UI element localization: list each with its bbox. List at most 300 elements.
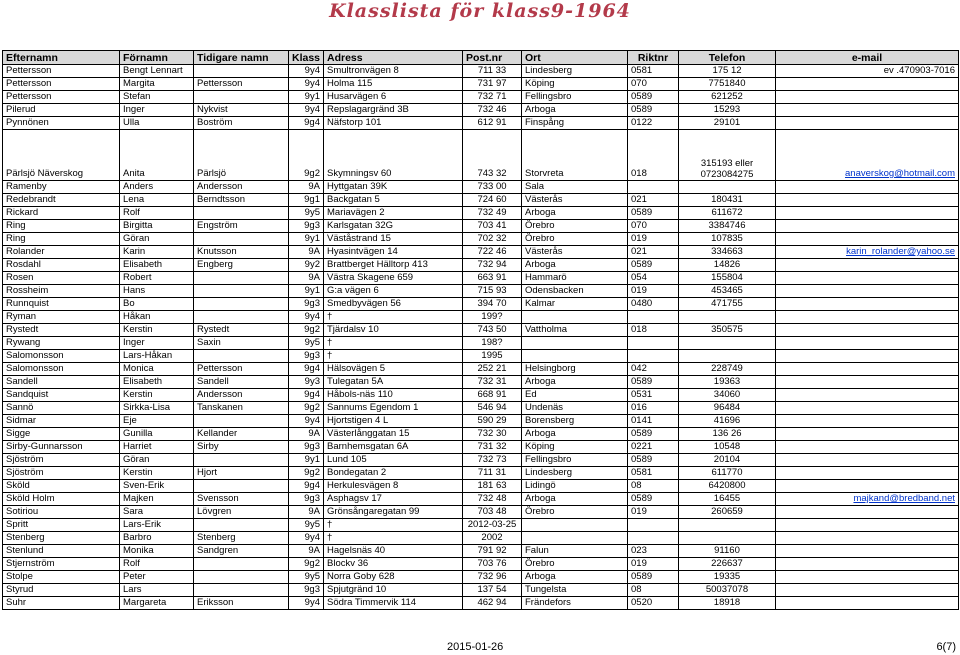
cell-email xyxy=(776,181,959,194)
cell-phone: 10548 xyxy=(679,441,776,454)
cell-city xyxy=(522,532,628,545)
cell-surname: Ring xyxy=(3,220,120,233)
cell-class: 9y1 xyxy=(289,454,324,467)
cell-phone xyxy=(679,337,776,350)
cell-postcode: 743 32 xyxy=(463,130,522,181)
cell-email[interactable]: majkand@bredband.net xyxy=(776,493,959,506)
cell-surname: Sidmar xyxy=(3,415,120,428)
table-row xyxy=(3,246,959,259)
cell-postcode: 663 91 xyxy=(463,272,522,285)
cell-postcode: 590 29 xyxy=(463,415,522,428)
cell-previous-name xyxy=(194,272,289,285)
cell-email xyxy=(776,506,959,519)
cell-previous-name: Engström xyxy=(194,220,289,233)
cell-city: Kalmar xyxy=(522,298,628,311)
cell-address: Smultronvägen 8 xyxy=(324,65,463,78)
cell-email xyxy=(776,272,959,285)
cell-address: † xyxy=(324,311,463,324)
cell-area-code: 0589 xyxy=(628,428,679,441)
cell-surname: Sirby-Gunnarsson xyxy=(3,441,120,454)
cell-firstname: Lars-Erik xyxy=(120,519,194,532)
cell-surname: Stenberg xyxy=(3,532,120,545)
cell-postcode: 199? xyxy=(463,311,522,324)
cell-phone: 34060 xyxy=(679,389,776,402)
cell-email xyxy=(776,545,959,558)
cell-postcode: 732 94 xyxy=(463,259,522,272)
cell-firstname: Margareta xyxy=(120,597,194,610)
cell-city xyxy=(522,311,628,324)
cell-class: 9g3 xyxy=(289,350,324,363)
cell-surname: Rosdahl xyxy=(3,259,120,272)
cell-surname: Rossheim xyxy=(3,285,120,298)
cell-postcode: 702 32 xyxy=(463,233,522,246)
cell-address: Backgatan 5 xyxy=(324,194,463,207)
cell-firstname: Hans xyxy=(120,285,194,298)
cell-postcode: 252 21 xyxy=(463,363,522,376)
cell-city: Fellingsbro xyxy=(522,91,628,104)
cell-area-code: 0581 xyxy=(628,467,679,480)
cell-email xyxy=(776,376,959,389)
cell-phone xyxy=(679,311,776,324)
cell-firstname: Anita xyxy=(120,130,194,181)
table-row xyxy=(3,207,959,220)
cell-email xyxy=(776,454,959,467)
cell-postcode: 181 63 xyxy=(463,480,522,493)
cell-address: Asphagsv 17 xyxy=(324,493,463,506)
cell-email xyxy=(776,441,959,454)
cell-surname: Rywang xyxy=(3,337,120,350)
cell-previous-name: Kellander xyxy=(194,428,289,441)
cell-area-code: 0589 xyxy=(628,104,679,117)
table-row xyxy=(3,545,959,558)
cell-firstname: Karin xyxy=(120,246,194,259)
table-row xyxy=(3,519,959,532)
cell-city: Storvreta xyxy=(522,130,628,181)
cell-email xyxy=(776,415,959,428)
cell-firstname: Kerstin xyxy=(120,324,194,337)
cell-phone: 18918 xyxy=(679,597,776,610)
cell-city: Lidingö xyxy=(522,480,628,493)
cell-address: Näfstorp 101 xyxy=(324,117,463,130)
cell-city: Odensbacken xyxy=(522,285,628,298)
header-row xyxy=(3,51,959,65)
cell-class: 9y5 xyxy=(289,571,324,584)
cell-firstname: Lars-Håkan xyxy=(120,350,194,363)
table-row xyxy=(3,389,959,402)
cell-firstname: Inger xyxy=(120,337,194,350)
cell-phone: 228749 xyxy=(679,363,776,376)
cell-address: Västra Skagene 659 xyxy=(324,272,463,285)
cell-class: 9y4 xyxy=(289,65,324,78)
cell-email xyxy=(776,233,959,246)
cell-phone: 611672 xyxy=(679,207,776,220)
table-row xyxy=(3,91,959,104)
cell-area-code: 0589 xyxy=(628,91,679,104)
cell-postcode: 732 48 xyxy=(463,493,522,506)
cell-firstname: Monica xyxy=(120,363,194,376)
cell-phone: 453465 xyxy=(679,285,776,298)
cell-email xyxy=(776,584,959,597)
cell-postcode: 732 71 xyxy=(463,91,522,104)
cell-class: 9g3 xyxy=(289,298,324,311)
cell-city: Örebro xyxy=(522,233,628,246)
table-row xyxy=(3,480,959,493)
cell-class: 9y1 xyxy=(289,285,324,298)
cell-previous-name xyxy=(194,454,289,467)
cell-address: Hagelsnäs 40 xyxy=(324,545,463,558)
cell-postcode: 703 48 xyxy=(463,506,522,519)
cell-postcode: 732 49 xyxy=(463,207,522,220)
cell-previous-name: Pärlsjö xyxy=(194,130,289,181)
cell-phone: 19335 xyxy=(679,571,776,584)
cell-address: Brattberget Hälltorp 413 xyxy=(324,259,463,272)
table-row xyxy=(3,181,959,194)
cell-area-code: 0589 xyxy=(628,493,679,506)
cell-area-code: 019 xyxy=(628,285,679,298)
cell-previous-name: Engberg xyxy=(194,259,289,272)
cell-class: 9g4 xyxy=(289,389,324,402)
cell-previous-name xyxy=(194,480,289,493)
cell-firstname: Anders xyxy=(120,181,194,194)
cell-surname: Ramenby xyxy=(3,181,120,194)
cell-previous-name xyxy=(194,519,289,532)
cell-previous-name: Eriksson xyxy=(194,597,289,610)
cell-phone: 29101 xyxy=(679,117,776,130)
cell-firstname: Lars xyxy=(120,584,194,597)
cell-surname: Ryman xyxy=(3,311,120,324)
cell-city: Finspång xyxy=(522,117,628,130)
table-row xyxy=(3,104,959,117)
cell-class: 9A xyxy=(289,246,324,259)
cell-phone: 91160 xyxy=(679,545,776,558)
cell-email xyxy=(776,571,959,584)
cell-area-code: 0581 xyxy=(628,65,679,78)
cell-surname: Salomonsson xyxy=(3,350,120,363)
cell-area-code: 019 xyxy=(628,233,679,246)
cell-phone: 7751840 xyxy=(679,78,776,91)
cell-surname: Pettersson xyxy=(3,65,120,78)
cell-postcode: 2012-03-25 xyxy=(463,519,522,532)
cell-address: Tulegatan 5A xyxy=(324,376,463,389)
cell-email xyxy=(776,532,959,545)
cell-city: Arboga xyxy=(522,104,628,117)
cell-area-code: 0589 xyxy=(628,571,679,584)
cell-class: 9y4 xyxy=(289,415,324,428)
cell-area-code: 0520 xyxy=(628,597,679,610)
cell-email[interactable]: karin_rolander@yahoo.se xyxy=(776,246,959,259)
cell-address: Holma 115 xyxy=(324,78,463,91)
cell-email: ev .470903-7016 xyxy=(776,65,959,78)
cell-address: Håbols-näs 110 xyxy=(324,389,463,402)
cell-address: Lund 105 xyxy=(324,454,463,467)
cell-surname: Stjernström xyxy=(3,558,120,571)
cell-previous-name xyxy=(194,571,289,584)
table-row xyxy=(3,584,959,597)
cell-class: 9y1 xyxy=(289,91,324,104)
cell-city: Frändefors xyxy=(522,597,628,610)
cell-class: 9g2 xyxy=(289,558,324,571)
cell-address: † xyxy=(324,350,463,363)
table-row xyxy=(3,571,959,584)
cell-postcode: 198? xyxy=(463,337,522,350)
table-row xyxy=(3,233,959,246)
cell-address: Hjortstigen 4 L xyxy=(324,415,463,428)
cell-class: 9A xyxy=(289,272,324,285)
cell-email xyxy=(776,519,959,532)
cell-surname: Sandquist xyxy=(3,389,120,402)
cell-phone: 471755 xyxy=(679,298,776,311)
cell-city xyxy=(522,337,628,350)
cell-city: Arboga xyxy=(522,571,628,584)
table-row xyxy=(3,272,959,285)
cell-phone: 50037078 xyxy=(679,584,776,597)
cell-class: 9g4 xyxy=(289,363,324,376)
table-row xyxy=(3,337,959,350)
cell-class: 9g4 xyxy=(289,117,324,130)
cell-class: 9A xyxy=(289,181,324,194)
table-row xyxy=(3,415,959,428)
cell-address: Husarvägen 6 xyxy=(324,91,463,104)
cell-area-code: 023 xyxy=(628,545,679,558)
cell-phone: 315193 eller 0723084275 xyxy=(679,130,776,181)
cell-address: Tjärdalsv 10 xyxy=(324,324,463,337)
cell-class: 9y5 xyxy=(289,519,324,532)
col-header-firstname: Förnamn xyxy=(120,51,194,65)
cell-email xyxy=(776,104,959,117)
cell-city: Falun xyxy=(522,545,628,558)
table-row xyxy=(3,467,959,480)
table-row xyxy=(3,130,959,181)
cell-class: 9g4 xyxy=(289,480,324,493)
cell-class: 9g3 xyxy=(289,441,324,454)
cell-previous-name: Sandell xyxy=(194,376,289,389)
cell-previous-name: Tanskanen xyxy=(194,402,289,415)
cell-surname: Sigge xyxy=(3,428,120,441)
cell-postcode: 791 92 xyxy=(463,545,522,558)
cell-area-code: 0480 xyxy=(628,298,679,311)
cell-city: Lindesberg xyxy=(522,65,628,78)
table-row xyxy=(3,324,959,337)
cell-previous-name xyxy=(194,311,289,324)
col-header-email: e-mail xyxy=(776,51,959,65)
cell-firstname: Göran xyxy=(120,454,194,467)
cell-phone: 19363 xyxy=(679,376,776,389)
table-row xyxy=(3,493,959,506)
table-row xyxy=(3,532,959,545)
cell-city: Arboga xyxy=(522,207,628,220)
cell-firstname: Robert xyxy=(120,272,194,285)
cell-city: Arboga xyxy=(522,259,628,272)
cell-surname: Sandell xyxy=(3,376,120,389)
cell-firstname: Margita xyxy=(120,78,194,91)
cell-area-code xyxy=(628,311,679,324)
cell-class: 9A xyxy=(289,428,324,441)
cell-phone: 260659 xyxy=(679,506,776,519)
cell-area-code: 070 xyxy=(628,220,679,233)
cell-firstname: Stefan xyxy=(120,91,194,104)
table-row xyxy=(3,194,959,207)
cell-surname: Pynnönen xyxy=(3,117,120,130)
cell-surname: Suhr xyxy=(3,597,120,610)
cell-firstname: Håkan xyxy=(120,311,194,324)
cell-address: Hälsovägen 5 xyxy=(324,363,463,376)
cell-phone: 20104 xyxy=(679,454,776,467)
col-header-postcode: Post.nr xyxy=(463,51,522,65)
cell-postcode: 732 31 xyxy=(463,376,522,389)
cell-phone: 350575 xyxy=(679,324,776,337)
cell-firstname: Sirkka-Lisa xyxy=(120,402,194,415)
table-row xyxy=(3,558,959,571)
cell-city: Sala xyxy=(522,181,628,194)
cell-city: Lindesberg xyxy=(522,467,628,480)
cell-firstname: Kerstin xyxy=(120,389,194,402)
cell-firstname: Göran xyxy=(120,233,194,246)
cell-surname: Pettersson xyxy=(3,91,120,104)
cell-email xyxy=(776,324,959,337)
cell-email xyxy=(776,78,959,91)
cell-previous-name: Sirby xyxy=(194,441,289,454)
cell-area-code xyxy=(628,350,679,363)
cell-area-code xyxy=(628,181,679,194)
table-row xyxy=(3,376,959,389)
cell-email xyxy=(776,220,959,233)
cell-address: Repslagargränd 3B xyxy=(324,104,463,117)
cell-area-code xyxy=(628,519,679,532)
cell-phone: 621252 xyxy=(679,91,776,104)
cell-class: 9A xyxy=(289,506,324,519)
cell-city: Arboga xyxy=(522,493,628,506)
table-row xyxy=(3,402,959,415)
cell-phone: 15293 xyxy=(679,104,776,117)
cell-postcode: 703 41 xyxy=(463,220,522,233)
table-row xyxy=(3,65,959,78)
cell-postcode: 711 33 xyxy=(463,65,522,78)
cell-postcode: 668 91 xyxy=(463,389,522,402)
cell-firstname: Kerstin xyxy=(120,467,194,480)
col-header-city: Ort xyxy=(522,51,628,65)
cell-surname: Rolander xyxy=(3,246,120,259)
cell-phone: 334663 xyxy=(679,246,776,259)
cell-city: Hammarö xyxy=(522,272,628,285)
cell-class: 9y4 xyxy=(289,597,324,610)
cell-email xyxy=(776,298,959,311)
table-row xyxy=(3,285,959,298)
cell-class: 9g2 xyxy=(289,130,324,181)
cell-previous-name: Sandgren xyxy=(194,545,289,558)
cell-city: Tungelsta xyxy=(522,584,628,597)
cell-city: Örebro xyxy=(522,558,628,571)
col-header-previous-name: Tidigare namn xyxy=(194,51,289,65)
cell-area-code: 08 xyxy=(628,584,679,597)
cell-city: Västerås xyxy=(522,194,628,207)
cell-surname: Rickard xyxy=(3,207,120,220)
cell-surname: Runnquist xyxy=(3,298,120,311)
cell-surname: Pilerud xyxy=(3,104,120,117)
cell-area-code: 0589 xyxy=(628,259,679,272)
cell-address: † xyxy=(324,532,463,545)
cell-previous-name: Andersson xyxy=(194,181,289,194)
cell-firstname: Bo xyxy=(120,298,194,311)
cell-firstname: Bengt Lennart xyxy=(120,65,194,78)
cell-class: 9y4 xyxy=(289,78,324,91)
table-row xyxy=(3,506,959,519)
cell-email xyxy=(776,480,959,493)
cell-city: Borensberg xyxy=(522,415,628,428)
footer-date: 2015-01-26 xyxy=(447,641,504,653)
cell-city: Fellingsbro xyxy=(522,454,628,467)
cell-firstname: Gunilla xyxy=(120,428,194,441)
cell-email xyxy=(776,363,959,376)
cell-firstname: Barbro xyxy=(120,532,194,545)
cell-address: Grönsångaregatan 99 xyxy=(324,506,463,519)
cell-class: 9y1 xyxy=(289,233,324,246)
cell-previous-name xyxy=(194,584,289,597)
cell-email xyxy=(776,337,959,350)
cell-class: 9g3 xyxy=(289,493,324,506)
cell-postcode: 731 97 xyxy=(463,78,522,91)
cell-postcode: 394 70 xyxy=(463,298,522,311)
col-header-phone: Telefon xyxy=(679,51,776,65)
cell-firstname: Elisabeth xyxy=(120,376,194,389)
cell-phone: 136 26 xyxy=(679,428,776,441)
cell-city xyxy=(522,519,628,532)
cell-surname: Stolpe xyxy=(3,571,120,584)
cell-previous-name: Pettersson xyxy=(194,78,289,91)
col-header-address: Adress xyxy=(324,51,463,65)
cell-email xyxy=(776,402,959,415)
cell-address: Smedbyvägen 56 xyxy=(324,298,463,311)
cell-firstname: Harriet xyxy=(120,441,194,454)
cell-address: Sannums Egendom 1 xyxy=(324,402,463,415)
cell-city: Undenäs xyxy=(522,402,628,415)
cell-previous-name: Svensson xyxy=(194,493,289,506)
cell-address: Västerlånggatan 15 xyxy=(324,428,463,441)
cell-phone: 107835 xyxy=(679,233,776,246)
table-row xyxy=(3,350,959,363)
cell-class: 9g2 xyxy=(289,467,324,480)
table-row xyxy=(3,428,959,441)
cell-area-code: 054 xyxy=(628,272,679,285)
cell-class: 9g2 xyxy=(289,324,324,337)
cell-city: Arboga xyxy=(522,376,628,389)
cell-previous-name: Nykvist xyxy=(194,104,289,117)
cell-surname: Salomonsson xyxy=(3,363,120,376)
cell-previous-name xyxy=(194,558,289,571)
cell-address: Blockv 36 xyxy=(324,558,463,571)
table-row xyxy=(3,220,959,233)
cell-class: 9g3 xyxy=(289,220,324,233)
cell-previous-name: Saxin xyxy=(194,337,289,350)
cell-previous-name xyxy=(194,207,289,220)
cell-email xyxy=(776,117,959,130)
cell-class: 9y3 xyxy=(289,376,324,389)
cell-address: Södra Timmervik 114 xyxy=(324,597,463,610)
cell-address: Barnhemsgatan 6A xyxy=(324,441,463,454)
cell-phone: 16455 xyxy=(679,493,776,506)
cell-class: 9y4 xyxy=(289,532,324,545)
cell-previous-name xyxy=(194,415,289,428)
cell-postcode: 711 31 xyxy=(463,467,522,480)
cell-area-code: 016 xyxy=(628,402,679,415)
cell-firstname: Majken xyxy=(120,493,194,506)
class-list-table xyxy=(2,50,959,610)
cell-city: Köping xyxy=(522,78,628,91)
cell-firstname: Lena xyxy=(120,194,194,207)
table-row xyxy=(3,298,959,311)
cell-class: 9g2 xyxy=(289,402,324,415)
cell-address: Norra Goby 628 xyxy=(324,571,463,584)
cell-email[interactable]: anaverskog@hotmail.com xyxy=(776,130,959,181)
